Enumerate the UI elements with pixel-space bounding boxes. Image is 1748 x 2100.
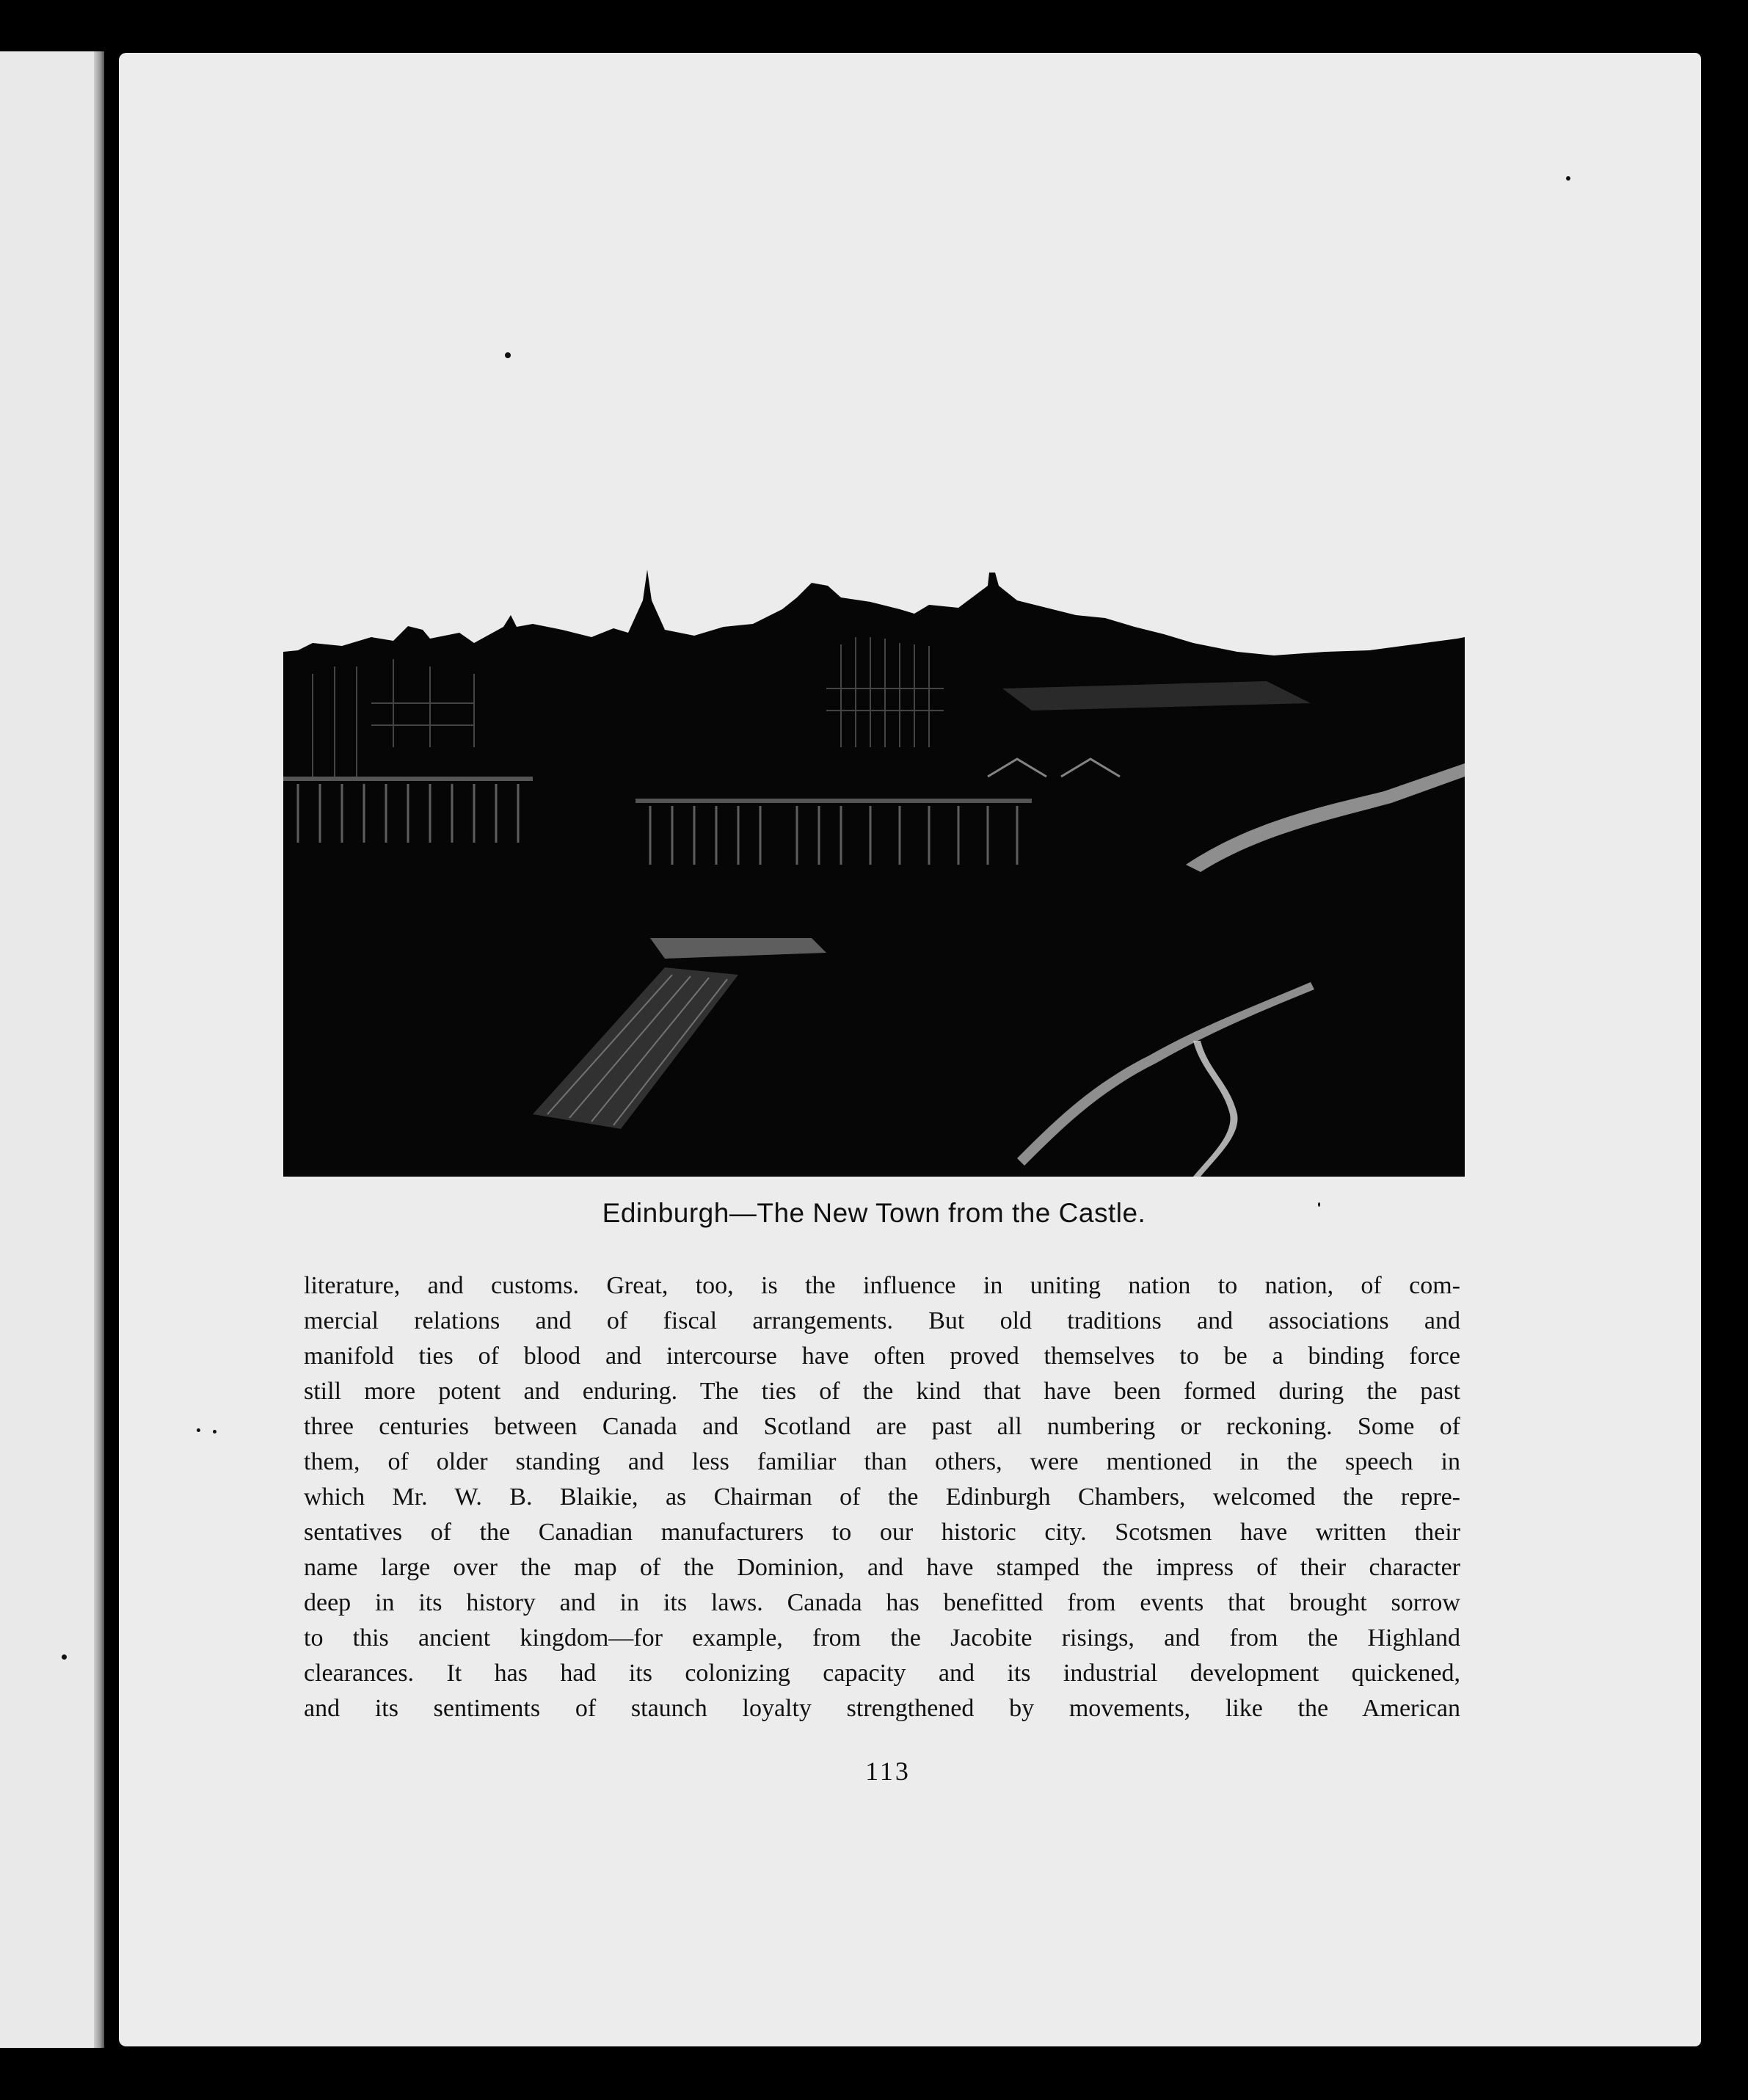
text-line: deep in its history and in its laws. Canada has benefitted from events that brought sorrow	[304, 1589, 1460, 1616]
page-speck	[213, 1430, 216, 1434]
city-view-image	[283, 556, 1465, 1177]
text-line: them, of older standing and less familiar than others, were mentioned in the speech in	[304, 1448, 1460, 1475]
page-speck	[505, 352, 511, 358]
text-line: three centuries between Canada and Scotland are past all numbering or reckoning. Some of	[304, 1413, 1460, 1440]
book-gutter	[94, 51, 104, 2048]
page-speck	[62, 1654, 67, 1660]
text-line: sentatives of the Canadian manufacturers to our historic city. Scotsmen have written their	[304, 1519, 1460, 1546]
text-line: and its sentiments of staunch loyalty strengthened by movements, like the American	[304, 1695, 1460, 1722]
text-line: to this ancient kingdom—for example, from the Jacobite risings, and from the Highland	[304, 1624, 1460, 1652]
figure-caption: Edinburgh—The New Town from the Castle.	[602, 1198, 1146, 1228]
body-paragraph	[304, 1268, 1460, 1726]
text-line: literature, and customs. Great, too, is the influence in uniting nation to nation, of com-	[304, 1272, 1460, 1299]
text-line: which Mr. W. B. Blaikie, as Chairman of the Edinburgh Chambers, welcomed the repre-	[304, 1483, 1460, 1511]
text-line: name large over the map of the Dominion, and have stamped the impress of their character	[304, 1554, 1460, 1581]
edinburgh-photograph	[283, 556, 1465, 1177]
text-line: mercial relations and of fiscal arrangements. But old traditions and associations and	[304, 1307, 1460, 1334]
text-line: still more potent and enduring. The ties of the kind that have been formed during the past	[304, 1378, 1460, 1405]
page-speck	[1566, 176, 1570, 181]
facing-page	[0, 51, 103, 2048]
text-line: clearances. It has had its colonizing capacity and its industrial development quickened,	[304, 1660, 1460, 1687]
text-line: manifold ties of blood and intercourse have often proved themselves to be a binding force	[304, 1343, 1460, 1370]
page-number: 113	[865, 1756, 911, 1786]
page-speck	[197, 1428, 200, 1432]
